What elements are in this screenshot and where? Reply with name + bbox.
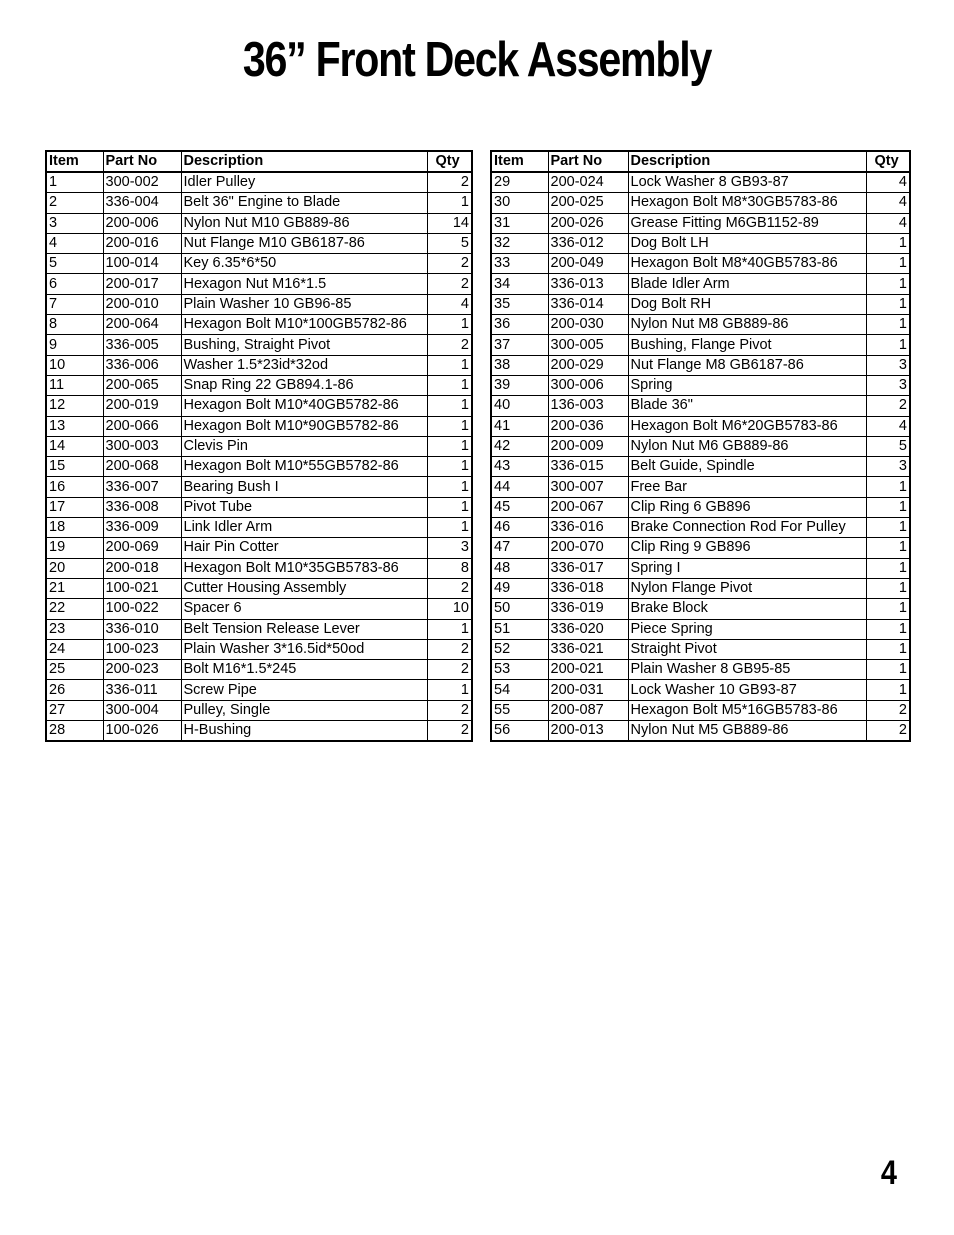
cell-part-no: 336-008 [103,497,181,517]
cell-qty: 1 [427,396,472,416]
table-header-row [491,151,910,172]
cell-description: Hexagon Nut M16*1.5 [181,274,427,294]
cell-part-no: 300-003 [103,436,181,456]
cell-description: Spring [628,375,866,395]
cell-qty: 2 [427,578,472,598]
cell-part-no: 336-015 [548,457,628,477]
cell-description: Hexagon Bolt M5*16GB5783-86 [628,700,866,720]
cell-qty: 1 [427,477,472,497]
cell-part-no: 100-021 [103,578,181,598]
cell-item: 27 [46,700,103,720]
cell-item: 2 [46,193,103,213]
cell-part-no: 200-070 [548,538,628,558]
table-header-row [46,151,472,172]
table-row [491,660,910,680]
cell-item: 44 [491,477,548,497]
table-row [46,254,472,274]
cell-item: 46 [491,518,548,538]
cell-item: 33 [491,254,548,274]
cell-item: 49 [491,578,548,598]
table-row [46,436,472,456]
cell-description: Spacer 6 [181,599,427,619]
cell-description: Key 6.35*6*50 [181,254,427,274]
table-row [46,639,472,659]
cell-qty: 1 [866,274,910,294]
cell-part-no: 200-036 [548,416,628,436]
column-header-qty: Qty [866,151,910,172]
cell-item: 14 [46,436,103,456]
cell-qty: 1 [866,558,910,578]
cell-item: 53 [491,660,548,680]
cell-item: 12 [46,396,103,416]
cell-item: 28 [46,721,103,742]
cell-qty: 1 [427,416,472,436]
cell-part-no: 336-019 [548,599,628,619]
cell-qty: 2 [427,274,472,294]
table-row [46,477,472,497]
cell-part-no: 200-031 [548,680,628,700]
cell-item: 32 [491,233,548,253]
table-row [46,721,472,742]
cell-part-no: 200-017 [103,274,181,294]
cell-description: Snap Ring 22 GB894.1-86 [181,375,427,395]
cell-part-no: 336-009 [103,518,181,538]
table-row [491,518,910,538]
cell-item: 4 [46,233,103,253]
cell-qty: 5 [427,233,472,253]
cell-description: Nylon Nut M10 GB889-86 [181,213,427,233]
cell-part-no: 200-064 [103,315,181,335]
parts-table-left-body [46,172,472,741]
cell-item: 34 [491,274,548,294]
cell-part-no: 200-069 [103,538,181,558]
cell-item: 26 [46,680,103,700]
cell-qty: 1 [427,680,472,700]
cell-part-no: 200-016 [103,233,181,253]
table-row [491,213,910,233]
column-header-description: Description [181,151,427,172]
cell-qty: 1 [866,680,910,700]
cell-part-no: 336-020 [548,619,628,639]
cell-qty: 1 [866,315,910,335]
cell-qty: 2 [427,700,472,720]
table-row [46,335,472,355]
cell-item: 37 [491,335,548,355]
cell-qty: 1 [866,599,910,619]
table-row [46,193,472,213]
cell-part-no: 200-066 [103,416,181,436]
cell-qty: 1 [866,619,910,639]
cell-item: 54 [491,680,548,700]
cell-part-no: 200-029 [548,355,628,375]
cell-item: 24 [46,639,103,659]
cell-item: 38 [491,355,548,375]
cell-description: Pulley, Single [181,700,427,720]
table-row [491,680,910,700]
cell-part-no: 200-068 [103,457,181,477]
cell-description: Clip Ring 9 GB896 [628,538,866,558]
table-row [46,497,472,517]
cell-part-no: 200-026 [548,213,628,233]
cell-description: Blade 36" [628,396,866,416]
table-row [46,294,472,314]
cell-qty: 2 [866,700,910,720]
cell-item: 55 [491,700,548,720]
column-header-qty: Qty [427,151,472,172]
cell-qty: 1 [427,193,472,213]
cell-description: Brake Connection Rod For Pulley [628,518,866,538]
cell-part-no: 136-003 [548,396,628,416]
cell-description: Nylon Nut M6 GB889-86 [628,436,866,456]
cell-item: 30 [491,193,548,213]
cell-item: 35 [491,294,548,314]
cell-part-no: 200-065 [103,375,181,395]
cell-part-no: 200-030 [548,315,628,335]
cell-item: 21 [46,578,103,598]
cell-description: Dog Bolt RH [628,294,866,314]
cell-item: 45 [491,497,548,517]
cell-description: Plain Washer 10 GB96-85 [181,294,427,314]
cell-part-no: 336-016 [548,518,628,538]
table-row [491,457,910,477]
cell-part-no: 100-023 [103,639,181,659]
cell-qty: 1 [866,660,910,680]
cell-part-no: 200-024 [548,172,628,193]
cell-part-no: 336-014 [548,294,628,314]
cell-part-no: 200-021 [548,660,628,680]
table-row [491,558,910,578]
cell-part-no: 200-006 [103,213,181,233]
cell-part-no: 200-023 [103,660,181,680]
cell-description: Piece Spring [628,619,866,639]
cell-part-no: 200-009 [548,436,628,456]
cell-item: 11 [46,375,103,395]
cell-item: 51 [491,619,548,639]
cell-description: Belt 36" Engine to Blade [181,193,427,213]
cell-qty: 1 [427,497,472,517]
cell-description: Spring I [628,558,866,578]
cell-item: 41 [491,416,548,436]
cell-description: Plain Washer 8 GB95-85 [628,660,866,680]
cell-qty: 2 [866,396,910,416]
cell-description: Hexagon Bolt M10*90GB5782-86 [181,416,427,436]
parts-table-left [45,150,473,742]
cell-qty: 1 [427,619,472,639]
table-row [491,315,910,335]
cell-qty: 1 [427,518,472,538]
column-header-part-no: Part No [103,151,181,172]
cell-description: Nylon Nut M5 GB889-86 [628,721,866,742]
column-header-item: Item [491,151,548,172]
table-row [491,721,910,742]
table-row [46,619,472,639]
cell-description: Clip Ring 6 GB896 [628,497,866,517]
cell-description: Nut Flange M10 GB6187-86 [181,233,427,253]
table-row [491,700,910,720]
cell-description: Hexagon Bolt M6*20GB5783-86 [628,416,866,436]
table-row [46,416,472,436]
table-row [491,274,910,294]
cell-qty: 3 [427,538,472,558]
cell-part-no: 300-004 [103,700,181,720]
cell-description: Belt Tension Release Lever [181,619,427,639]
cell-qty: 1 [866,578,910,598]
cell-part-no: 336-006 [103,355,181,375]
cell-part-no: 200-067 [548,497,628,517]
cell-description: Blade Idler Arm [628,274,866,294]
cell-item: 40 [491,396,548,416]
cell-qty: 1 [866,254,910,274]
cell-item: 3 [46,213,103,233]
cell-item: 13 [46,416,103,436]
cell-item: 22 [46,599,103,619]
cell-item: 43 [491,457,548,477]
cell-description: Hexagon Bolt M10*55GB5782-86 [181,457,427,477]
cell-qty: 1 [866,477,910,497]
table-row [491,335,910,355]
cell-description: Grease Fitting M6GB1152-89 [628,213,866,233]
cell-item: 47 [491,538,548,558]
cell-description: Screw Pipe [181,680,427,700]
table-row [491,619,910,639]
table-row [46,213,472,233]
cell-qty: 14 [427,213,472,233]
cell-description: Hair Pin Cotter [181,538,427,558]
cell-item: 17 [46,497,103,517]
page-title: 36” Front Deck Assembly [242,33,712,87]
cell-item: 19 [46,538,103,558]
cell-qty: 1 [866,538,910,558]
cell-part-no: 336-018 [548,578,628,598]
cell-qty: 1 [427,457,472,477]
table-row [491,355,910,375]
cell-item: 23 [46,619,103,639]
cell-qty: 2 [427,172,472,193]
cell-qty: 2 [427,721,472,742]
cell-part-no: 100-022 [103,599,181,619]
cell-qty: 1 [866,518,910,538]
cell-description: H-Bushing [181,721,427,742]
cell-part-no: 200-010 [103,294,181,314]
cell-part-no: 200-018 [103,558,181,578]
cell-part-no: 100-014 [103,254,181,274]
table-row [46,355,472,375]
table-row [46,518,472,538]
table-row [491,396,910,416]
cell-part-no: 200-025 [548,193,628,213]
cell-part-no: 200-013 [548,721,628,742]
cell-description: Bearing Bush I [181,477,427,497]
cell-part-no: 300-007 [548,477,628,497]
table-row [491,375,910,395]
parts-table-right-body [491,172,910,741]
cell-description: Belt Guide, Spindle [628,457,866,477]
cell-item: 48 [491,558,548,578]
cell-description: Hexagon Bolt M10*100GB5782-86 [181,315,427,335]
cell-qty: 2 [427,660,472,680]
cell-part-no: 336-010 [103,619,181,639]
cell-description: Nut Flange M8 GB6187-86 [628,355,866,375]
cell-description: Hexagon Bolt M8*40GB5783-86 [628,254,866,274]
cell-part-no: 200-019 [103,396,181,416]
cell-qty: 4 [866,213,910,233]
table-row [491,578,910,598]
table-row [491,254,910,274]
cell-item: 7 [46,294,103,314]
cell-qty: 1 [866,335,910,355]
cell-item: 8 [46,315,103,335]
table-row [491,477,910,497]
cell-item: 42 [491,436,548,456]
cell-part-no: 300-002 [103,172,181,193]
table-row [46,233,472,253]
cell-item: 50 [491,599,548,619]
cell-description: Lock Washer 10 GB93-87 [628,680,866,700]
cell-part-no: 200-087 [548,700,628,720]
cell-description: Clevis Pin [181,436,427,456]
cell-qty: 1 [866,233,910,253]
cell-item: 15 [46,457,103,477]
cell-part-no: 336-007 [103,477,181,497]
cell-item: 5 [46,254,103,274]
table-row [46,599,472,619]
cell-description: Link Idler Arm [181,518,427,538]
cell-qty: 3 [866,375,910,395]
column-header-description: Description [628,151,866,172]
cell-item: 25 [46,660,103,680]
page-number: 4 [880,1154,897,1192]
table-row [46,375,472,395]
table-row [491,538,910,558]
column-header-part-no: Part No [548,151,628,172]
column-header-item: Item [46,151,103,172]
cell-description: Cutter Housing Assembly [181,578,427,598]
cell-item: 10 [46,355,103,375]
cell-item: 39 [491,375,548,395]
cell-qty: 4 [427,294,472,314]
table-row [46,315,472,335]
cell-part-no: 336-021 [548,639,628,659]
cell-item: 31 [491,213,548,233]
cell-item: 29 [491,172,548,193]
table-row [491,599,910,619]
cell-part-no: 336-005 [103,335,181,355]
cell-item: 18 [46,518,103,538]
table-row [46,578,472,598]
cell-qty: 2 [427,254,472,274]
cell-description: Lock Washer 8 GB93-87 [628,172,866,193]
cell-qty: 10 [427,599,472,619]
table-row [46,558,472,578]
cell-description: Straight Pivot [628,639,866,659]
cell-description: Hexagon Bolt M10*40GB5782-86 [181,396,427,416]
table-row [491,233,910,253]
cell-part-no: 336-011 [103,680,181,700]
table-row [46,457,472,477]
cell-qty: 1 [866,497,910,517]
cell-description: Bushing, Straight Pivot [181,335,427,355]
cell-qty: 1 [427,355,472,375]
cell-qty: 5 [866,436,910,456]
cell-part-no: 336-012 [548,233,628,253]
table-row [46,700,472,720]
cell-qty: 1 [427,375,472,395]
table-row [46,660,472,680]
cell-description: Pivot Tube [181,497,427,517]
cell-qty: 1 [866,639,910,659]
cell-description: Plain Washer 3*16.5id*50od [181,639,427,659]
table-row [491,416,910,436]
cell-qty: 8 [427,558,472,578]
cell-description: Nylon Flange Pivot [628,578,866,598]
table-row [46,172,472,193]
cell-qty: 4 [866,416,910,436]
cell-part-no: 336-017 [548,558,628,578]
cell-item: 16 [46,477,103,497]
cell-item: 52 [491,639,548,659]
cell-qty: 1 [427,315,472,335]
cell-qty: 2 [427,335,472,355]
parts-table-right [490,150,911,742]
cell-qty: 3 [866,457,910,477]
table-row [491,172,910,193]
cell-qty: 2 [866,721,910,742]
cell-description: Hexagon Bolt M8*30GB5783-86 [628,193,866,213]
cell-qty: 3 [866,355,910,375]
cell-qty: 2 [427,639,472,659]
cell-part-no: 200-049 [548,254,628,274]
cell-item: 9 [46,335,103,355]
cell-part-no: 100-026 [103,721,181,742]
cell-description: Nylon Nut M8 GB889-86 [628,315,866,335]
cell-part-no: 300-006 [548,375,628,395]
cell-item: 56 [491,721,548,742]
cell-part-no: 300-005 [548,335,628,355]
cell-description: Bolt M16*1.5*245 [181,660,427,680]
table-row [46,680,472,700]
cell-item: 6 [46,274,103,294]
cell-description: Washer 1.5*23id*32od [181,355,427,375]
cell-part-no: 336-013 [548,274,628,294]
cell-item: 1 [46,172,103,193]
table-row [46,274,472,294]
cell-description: Idler Pulley [181,172,427,193]
table-row [491,294,910,314]
table-row [491,436,910,456]
cell-qty: 1 [866,294,910,314]
cell-description: Hexagon Bolt M10*35GB5783-86 [181,558,427,578]
table-row [491,193,910,213]
cell-item: 36 [491,315,548,335]
table-row [46,538,472,558]
cell-description: Bushing, Flange Pivot [628,335,866,355]
cell-description: Free Bar [628,477,866,497]
table-row [46,396,472,416]
table-row [491,497,910,517]
cell-part-no: 336-004 [103,193,181,213]
cell-qty: 1 [427,436,472,456]
cell-qty: 4 [866,193,910,213]
cell-item: 20 [46,558,103,578]
cell-qty: 4 [866,172,910,193]
cell-description: Brake Block [628,599,866,619]
table-row [491,639,910,659]
cell-description: Dog Bolt LH [628,233,866,253]
